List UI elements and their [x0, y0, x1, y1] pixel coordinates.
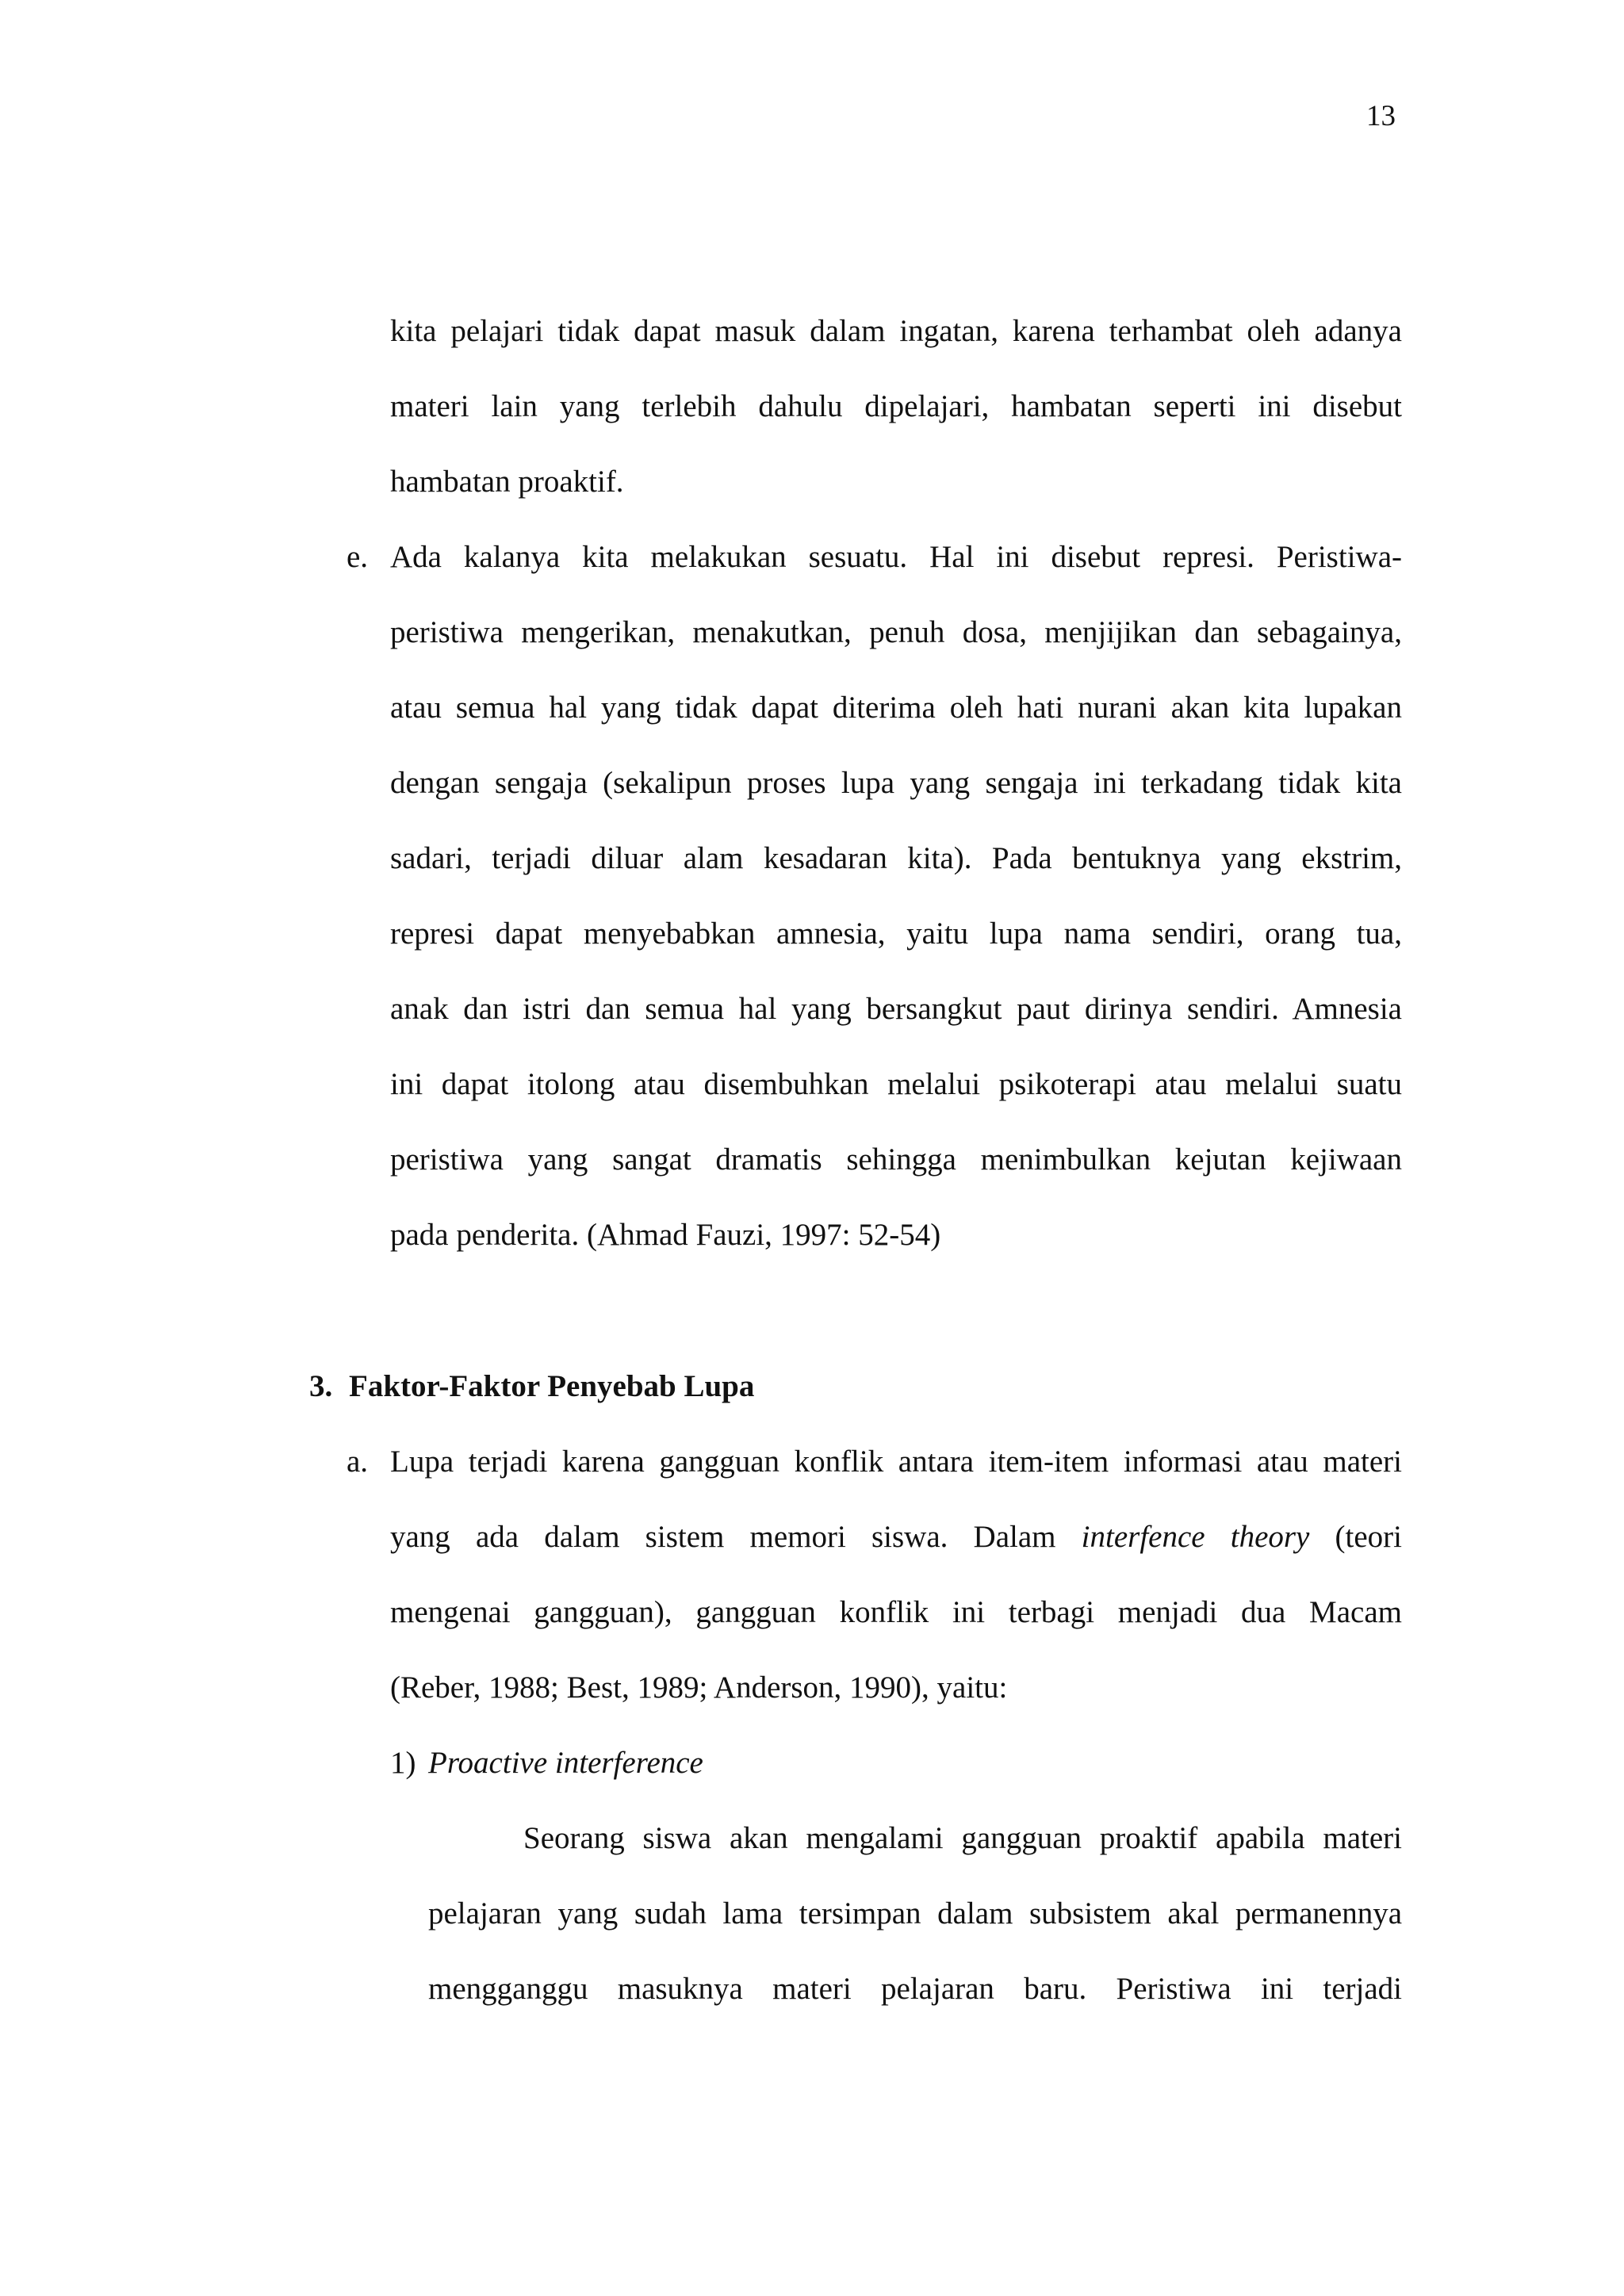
sub-item-title — [428, 1743, 703, 1783]
text-line: mengenai gangguan), gangguan konflik ini terbagi menjadi dua Macam — [390, 1595, 1402, 1629]
text-line: atau semua hal yang tidak dapat diterima oleh hati nurani akan kita lupakan — [390, 691, 1402, 725]
text-line: dengan sengaja (sekalipun proses lupa yang sengaja ini terkadang tidak kita — [390, 766, 1402, 800]
text-line: hambatan proaktif. — [390, 465, 624, 499]
text-line: sadari, terjadi diluar alam kesadaran kita). Pada bentuknya yang ekstrim, — [390, 841, 1402, 875]
sub-item-marker: 1) — [390, 1746, 416, 1780]
page-number: 13 — [1366, 100, 1396, 132]
section-title: Faktor-Faktor Penyebab Lupa — [349, 1369, 755, 1403]
text-span: (teori — [1309, 1520, 1402, 1554]
text-line: pelajaran yang sudah lama tersimpan dalam subsistem akal permanennya — [428, 1896, 1402, 1931]
text-line: materi lain yang terlebih dahulu dipelajari, hambatan seperti ini disebut — [390, 389, 1402, 423]
list-marker: e. — [347, 540, 369, 574]
text-line: represi dapat menyebabkan amnesia, yaitu lupa nama sendiri, orang tua, — [390, 916, 1402, 951]
text-line: pada penderita. (Ahmad Fauzi, 1997: 52-54) — [390, 1218, 941, 1252]
text-span: yang ada dalam sistem memori siswa. Dalam — [390, 1520, 1082, 1554]
text-line: (Reber, 1988; Best, 1989; Anderson, 1990), yaitu: — [390, 1670, 1008, 1705]
text-line: mengganggu masuknya materi pelajaran baru. Peristiwa ini terjadi — [428, 1972, 1402, 2006]
text-line: Lupa terjadi karena gangguan konflik antara item-item informasi atau materi — [390, 1445, 1402, 1479]
text-line: anak dan istri dan semua hal yang bersangkut paut dirinya sendiri. Amnesia — [390, 992, 1402, 1026]
text-line: Ada kalanya kita melakukan sesuatu. Hal ini disebut represi. Peristiwa- — [390, 540, 1402, 574]
section-number: 3. — [309, 1369, 333, 1403]
text-line-with-italic — [390, 1517, 1402, 1557]
text-line: peristiwa mengerikan, menakutkan, penuh dosa, menjijikan dan sebagainya, — [390, 615, 1402, 649]
italic-term: interfence theory — [1081, 1520, 1310, 1554]
italic-title: Proactive interference — [428, 1746, 703, 1780]
text-line: peristiwa yang sangat dramatis sehingga menimbulkan kejutan kejiwaan — [390, 1142, 1402, 1177]
text-line: ini dapat itolong atau disembuhkan melalui psikoterapi atau melalui suatu — [390, 1067, 1402, 1101]
list-marker: a. — [347, 1445, 369, 1479]
text-line: Seorang siswa akan mengalami gangguan proaktif apabila materi — [523, 1821, 1402, 1855]
text-line: kita pelajari tidak dapat masuk dalam ingatan, karena terhambat oleh adanya — [390, 314, 1402, 348]
